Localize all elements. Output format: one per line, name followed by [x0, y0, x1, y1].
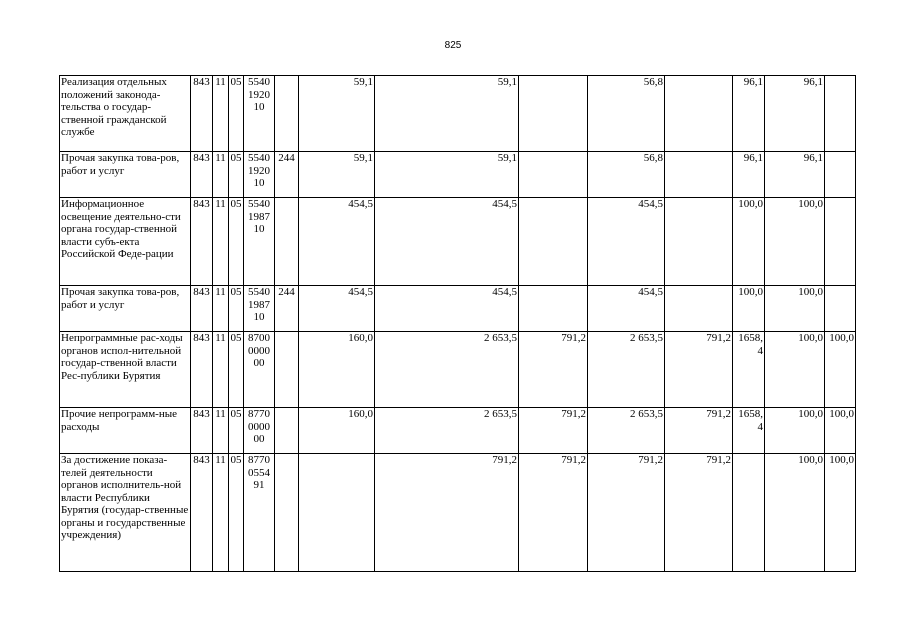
value-2-cell: 454,5 [375, 286, 519, 332]
target-article-cell: 8770 0554 91 [244, 454, 275, 572]
value-3-cell [519, 286, 588, 332]
value-5-cell [665, 198, 733, 286]
percent-3-cell: 100,0 [825, 408, 856, 454]
target-article-cell: 8700 0000 00 [244, 332, 275, 408]
value-1-cell [299, 454, 375, 572]
percent-1-cell: 1658, 4 [733, 332, 765, 408]
value-4-cell: 2 653,5 [588, 408, 665, 454]
table-row [60, 152, 856, 198]
expense-type-cell [275, 198, 299, 286]
subsection-cell: 05 [229, 408, 244, 454]
value-2-cell: 2 653,5 [375, 408, 519, 454]
value-3-cell [519, 198, 588, 286]
percent-2-cell: 96,1 [765, 76, 825, 152]
percent-3-cell [825, 76, 856, 152]
code-cell: 843 [191, 198, 213, 286]
value-1-cell: 454,5 [299, 198, 375, 286]
value-4-cell: 791,2 [588, 454, 665, 572]
expense-type-cell [275, 408, 299, 454]
percent-3-cell [825, 286, 856, 332]
row-name-cell: Прочая закупка това-ров, работ и услуг [60, 152, 191, 198]
table-row [60, 408, 856, 454]
percent-1-cell: 96,1 [733, 152, 765, 198]
value-3-cell: 791,2 [519, 454, 588, 572]
percent-1-cell: 100,0 [733, 286, 765, 332]
target-article-cell: 5540 1987 10 [244, 286, 275, 332]
subsection-cell: 05 [229, 454, 244, 572]
percent-2-cell: 100,0 [765, 332, 825, 408]
page-number: 825 [444, 40, 462, 51]
expense-type-cell [275, 454, 299, 572]
target-article-cell: 5540 1987 10 [244, 198, 275, 286]
code-cell: 843 [191, 408, 213, 454]
code-cell: 843 [191, 152, 213, 198]
percent-1-cell: 96,1 [733, 76, 765, 152]
percent-3-cell [825, 198, 856, 286]
value-2-cell: 59,1 [375, 76, 519, 152]
table-row [60, 198, 856, 286]
expense-type-cell [275, 332, 299, 408]
value-4-cell: 454,5 [588, 198, 665, 286]
percent-3-cell: 100,0 [825, 454, 856, 572]
percent-2-cell: 100,0 [765, 454, 825, 572]
section-cell: 11 [213, 454, 229, 572]
row-name-cell: За достижение показа-телей деятельности органов исполнитель-ной власти Республики Бурятия (государ-ственные органы и государственные учреждения) [60, 454, 191, 572]
percent-2-cell: 100,0 [765, 408, 825, 454]
value-4-cell: 454,5 [588, 286, 665, 332]
value-1-cell: 160,0 [299, 332, 375, 408]
expense-type-cell [275, 76, 299, 152]
budget-table [59, 75, 856, 572]
value-1-cell: 59,1 [299, 152, 375, 198]
section-cell: 11 [213, 198, 229, 286]
expense-type-cell: 244 [275, 152, 299, 198]
value-3-cell: 791,2 [519, 408, 588, 454]
expense-type-cell: 244 [275, 286, 299, 332]
value-2-cell: 2 653,5 [375, 332, 519, 408]
value-3-cell [519, 76, 588, 152]
percent-1-cell: 100,0 [733, 198, 765, 286]
percent-2-cell: 100,0 [765, 286, 825, 332]
percent-2-cell: 96,1 [765, 152, 825, 198]
subsection-cell: 05 [229, 76, 244, 152]
table-row [60, 332, 856, 408]
section-cell: 11 [213, 76, 229, 152]
row-name-cell: Непрограммные рас-ходы органов испол-нительной государ-ственной власти Рес-публики Бурятия [60, 332, 191, 408]
subsection-cell: 05 [229, 198, 244, 286]
subsection-cell: 05 [229, 286, 244, 332]
target-article-cell: 8770 0000 00 [244, 408, 275, 454]
percent-3-cell [825, 152, 856, 198]
value-5-cell: 791,2 [665, 454, 733, 572]
code-cell: 843 [191, 286, 213, 332]
value-3-cell: 791,2 [519, 332, 588, 408]
percent-2-cell: 100,0 [765, 198, 825, 286]
section-cell: 11 [213, 286, 229, 332]
percent-1-cell [733, 454, 765, 572]
subsection-cell: 05 [229, 332, 244, 408]
value-5-cell [665, 286, 733, 332]
section-cell: 11 [213, 152, 229, 198]
value-2-cell: 791,2 [375, 454, 519, 572]
row-name-cell: Реализация отдельных положений законода-тельства о государ-ственной гражданской службе [60, 76, 191, 152]
target-article-cell: 5540 1920 10 [244, 76, 275, 152]
section-cell: 11 [213, 332, 229, 408]
value-5-cell [665, 76, 733, 152]
value-3-cell [519, 152, 588, 198]
code-cell: 843 [191, 454, 213, 572]
value-5-cell [665, 152, 733, 198]
table-row [60, 76, 856, 152]
value-4-cell: 2 653,5 [588, 332, 665, 408]
value-1-cell: 454,5 [299, 286, 375, 332]
target-article-cell: 5540 1920 10 [244, 152, 275, 198]
value-5-cell: 791,2 [665, 408, 733, 454]
subsection-cell: 05 [229, 152, 244, 198]
table-row [60, 454, 856, 572]
value-2-cell: 454,5 [375, 198, 519, 286]
row-name-cell: Прочие непрограмм-ные расходы [60, 408, 191, 454]
value-4-cell: 56,8 [588, 152, 665, 198]
value-2-cell: 59,1 [375, 152, 519, 198]
value-1-cell: 160,0 [299, 408, 375, 454]
code-cell: 843 [191, 332, 213, 408]
value-4-cell: 56,8 [588, 76, 665, 152]
percent-1-cell: 1658, 4 [733, 408, 765, 454]
percent-3-cell: 100,0 [825, 332, 856, 408]
code-cell: 843 [191, 76, 213, 152]
section-cell: 11 [213, 408, 229, 454]
table-row [60, 286, 856, 332]
value-5-cell: 791,2 [665, 332, 733, 408]
row-name-cell: Прочая закупка това-ров, работ и услуг [60, 286, 191, 332]
row-name-cell: Информационное освещение деятельно-сти органа государ-ственной власти субъ-екта Российской Феде-рации [60, 198, 191, 286]
value-1-cell: 59,1 [299, 76, 375, 152]
